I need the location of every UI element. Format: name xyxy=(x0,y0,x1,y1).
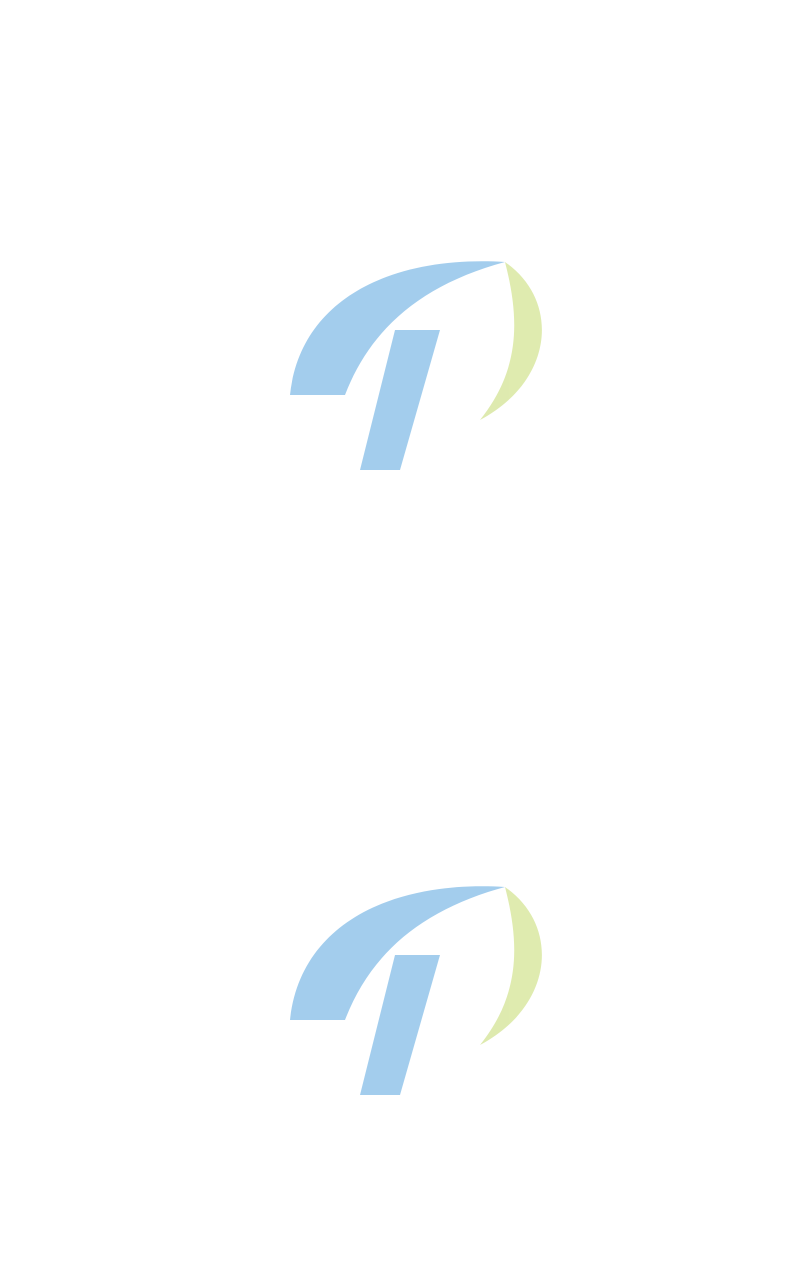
logo-blue-stem xyxy=(360,955,440,1095)
logo-blue-stem xyxy=(360,330,440,470)
tzt-logo-watermark xyxy=(290,261,542,470)
tzt-logo-watermark-2 xyxy=(290,886,542,1095)
intro-line xyxy=(18,57,788,81)
logo-blue-swoosh xyxy=(290,261,505,395)
logo-green-swoosh xyxy=(480,262,542,420)
logo-blue-swoosh xyxy=(290,886,505,1020)
logo-green-swoosh xyxy=(480,887,542,1045)
